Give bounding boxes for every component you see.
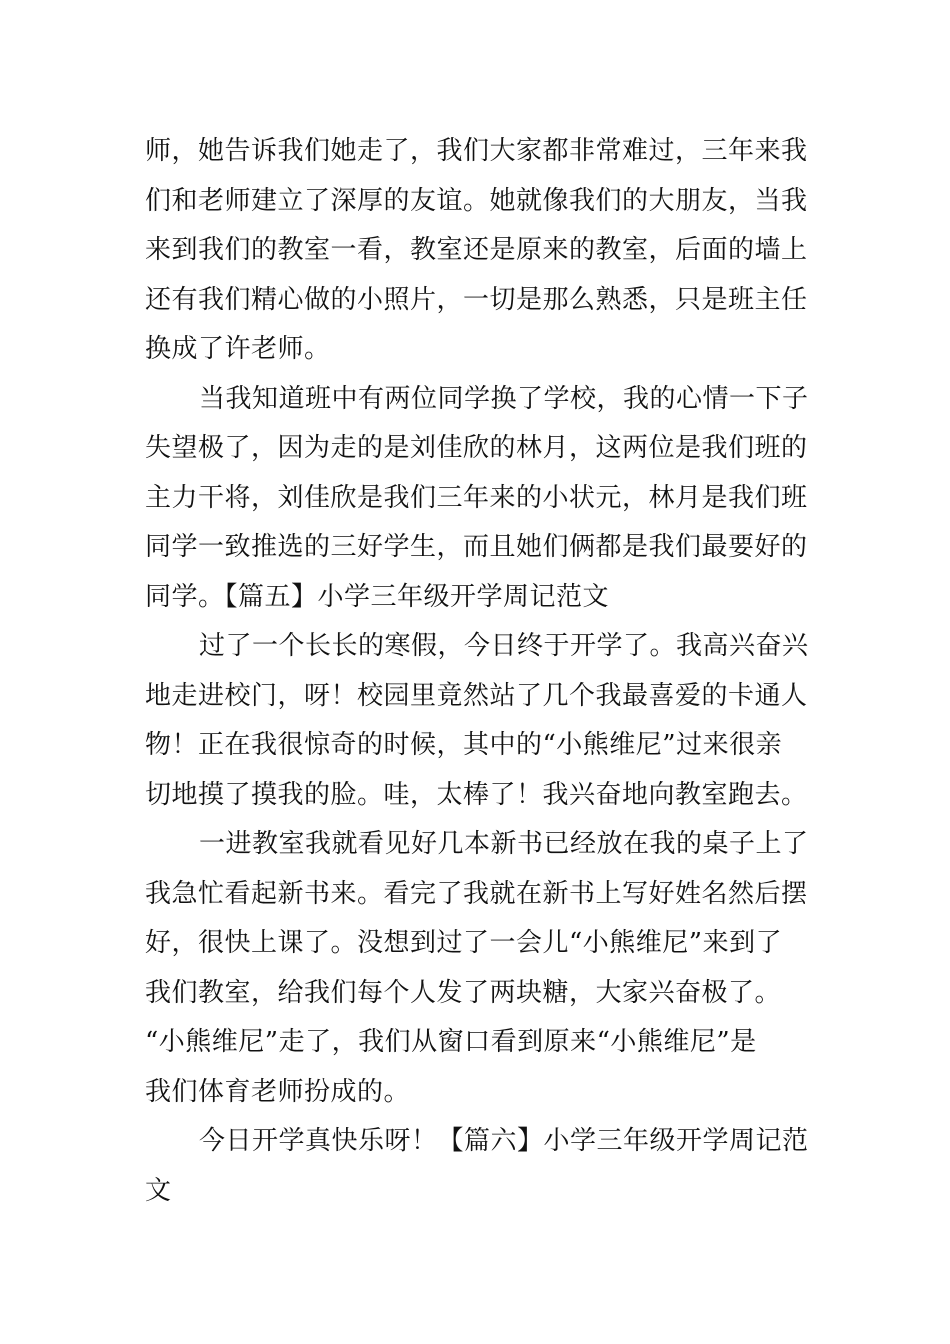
text-line: 们和老师建立了深厚的友谊。她就像我们的大朋友，当我 bbox=[145, 185, 808, 216]
text-line: 师，她告诉我们她走了，我们大家都非常难过，三年来我 bbox=[145, 136, 808, 166]
text-line: 物！正在我很惊奇的时候，其中的“小熊维尼”过来很亲 bbox=[145, 730, 783, 760]
text-line: 今日开学真快乐呀！【篇六】小学三年级开学周记范 bbox=[199, 1126, 809, 1156]
body-text bbox=[145, 127, 815, 1216]
text-line: 我急忙看起新书来。看完了我就在新书上写好姓名然后摆 bbox=[145, 878, 808, 909]
text-line: 换成了许老师。 bbox=[145, 334, 331, 364]
text-line: 同学。【篇五】小学三年级开学周记范文 bbox=[145, 581, 610, 612]
text-line: 过了一个长长的寒假，今日终于开学了。我高兴奋兴 bbox=[199, 631, 809, 661]
text-line: 一进教室我就看见好几本新书已经放在我的桌子上了 bbox=[199, 829, 809, 859]
text-line: 我们体育老师扮成的。 bbox=[145, 1076, 411, 1107]
text-line: 还有我们精心做的小照片，一切是那么熟悉，只是班主任 bbox=[145, 284, 808, 315]
text-line: 切地摸了摸我的脸。哇，太棒了！我兴奋地向教室跑去。 bbox=[145, 779, 808, 810]
text-line: 主力干将，刘佳欣是我们三年来的小状元，林月是我们班 bbox=[145, 482, 808, 513]
text-line: 当我知道班中有两位同学换了学校，我的心情一下子 bbox=[199, 383, 809, 414]
text-line: 同学一致推选的三好学生，而且她们俩都是我们最要好的 bbox=[145, 532, 808, 562]
text-line: 我们教室，给我们每个人发了两块糖，大家兴奋极了。 bbox=[145, 977, 782, 1008]
text-line: “小熊维尼”走了，我们从窗口看到原来“小熊维尼”是 bbox=[145, 1027, 757, 1057]
text-line: 文 bbox=[145, 1175, 172, 1206]
text-line: 来到我们的教室一看，教室还是原来的教室，后面的墙上 bbox=[145, 235, 808, 265]
text-line: 地走进校门，呀！校园里竟然站了几个我最喜爱的卡通人 bbox=[145, 680, 808, 711]
text-line: 好，很快上课了。没想到过了一会儿“小熊维尼”来到了 bbox=[145, 928, 783, 958]
text-line: 失望极了，因为走的是刘佳欣的林月，这两位是我们班的 bbox=[145, 433, 808, 463]
